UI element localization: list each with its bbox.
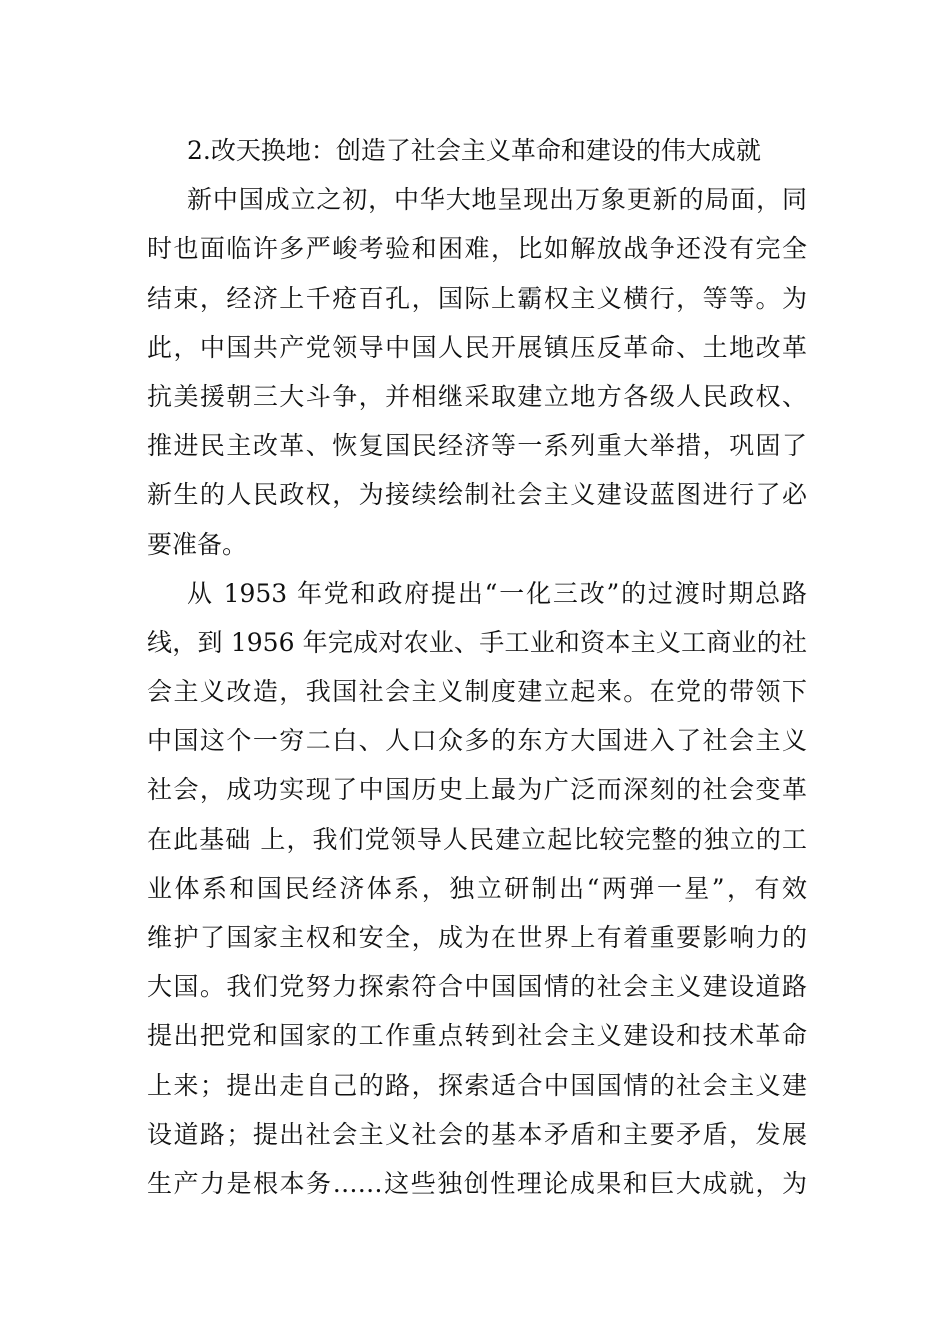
paragraph-2-line: 提出把党和国家的工作重点转到社会主义建设和技术革命	[147, 1021, 807, 1051]
paragraph-1-line: 抗美援朝三大斗争，并相继采取建立地方各级人民政权、	[147, 381, 807, 411]
paragraph-2-line: 中国这个一穷二白、人口众多的东方大国进入了社会主义	[147, 726, 807, 756]
paragraph-2-line: 生产力是根本务……这些独创性理论成果和巨大成就，为	[147, 1168, 807, 1198]
paragraph-2-line: 从 1953 年党和政府提出“一化三改”的过渡时期总路	[187, 578, 807, 608]
paragraph-2-line: 会主义改造，我国社会主义制度建立起来。在党的带领下	[147, 677, 807, 707]
paragraph-1-line: 新中国成立之初，中华大地呈现出万象更新的局面，同	[187, 185, 807, 215]
paragraph-2-line: 设道路；提出社会主义社会的基本矛盾和主要矛盾，发展	[147, 1119, 807, 1149]
paragraph-2-line: 业体系和国民经济体系，独立研制出“两弹一星”，有效	[147, 873, 807, 903]
section-heading: 2.改天换地：创造了社会主义革命和建设的伟大成就	[187, 136, 761, 165]
text-block	[147, 126, 807, 1208]
paragraph-1-line: 时也面临许多严峻考验和困难，比如解放战争还没有完全	[147, 234, 807, 264]
paragraph-1-line: 此，中国共产党领导中国人民开展镇压反革命、土地改革	[147, 332, 807, 362]
paragraph-2-line: 上来；提出走自己的路，探索适合中国国情的社会主义建	[147, 1070, 807, 1100]
paragraph-1-line: 推进民主改革、恢复国民经济等一系列重大举措，巩固了	[147, 431, 807, 461]
paragraph-1-line: 要准备。	[147, 529, 248, 559]
paragraph-1-line: 新生的人民政权，为接续绘制社会主义建设蓝图进行了必	[147, 480, 807, 510]
paragraph-2-line: 在此基础 上，我们党领导人民建立起比较完整的独立的工	[147, 824, 807, 854]
paragraph-1-line: 结束，经济上千疮百孔，国际上霸权主义横行，等等。为	[147, 283, 807, 313]
paragraph-2-line: 社会，成功实现了中国历史上最为广泛而深刻的社会变革	[147, 775, 807, 805]
paragraph-2-line: 大国。我们党努力探索符合中国国情的社会主义建设道路	[147, 972, 807, 1002]
paragraph-2-line: 线，到 1956 年完成对农业、手工业和资本主义工商业的社	[147, 627, 807, 657]
paragraph-2-line: 维护了国家主权和安全，成为在世界上有着重要影响力的	[147, 923, 807, 952]
